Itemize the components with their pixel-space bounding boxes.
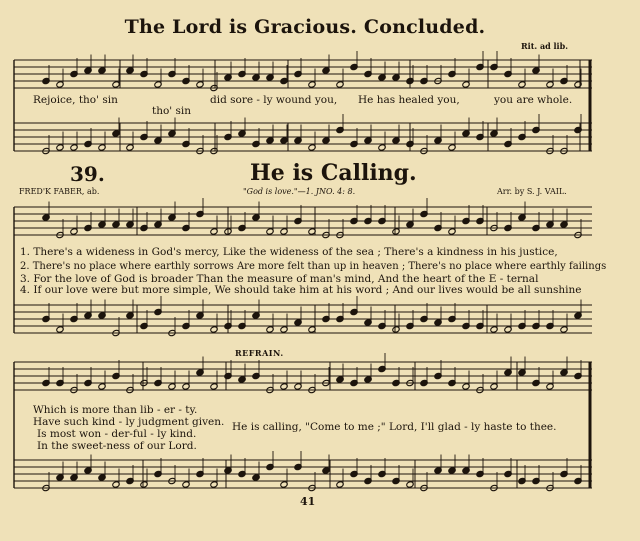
lyric-fragment: He has healed you, [358, 94, 460, 106]
lyric-fragment: you are whole. [494, 94, 573, 106]
lyric-fragment: Rejoice, tho' sin [33, 94, 118, 106]
scripture-reference: "God is love."—1. JNO. 4: 8. [243, 187, 356, 196]
verse-line-3: 3. For the love of God is broader Than the measure of man's mind, And the heart of the E - ternal [20, 273, 539, 285]
ritardando-marking: Rit. ad lib. [521, 41, 568, 51]
ending-line-4: In the sweet-ness of our Lord. [37, 440, 197, 452]
author-credit: FRED'K FABER, ab. [19, 187, 100, 196]
verse-line-1: 1. There's a wideness in God's mercy, Like the wideness of the sea ; There's a kindness in his justice, [20, 246, 558, 258]
ending-line-1: Which is more than lib - er - ty. [33, 404, 198, 416]
refrain-lyric: He is calling, "Come to me ;" Lord, I'll glad - ly haste to thee. [232, 421, 557, 433]
page-title: The Lord is Gracious. Concluded. [124, 16, 486, 38]
page-number: 41 [300, 495, 316, 508]
ending-line-2: Have such kind - ly judgment given. [33, 416, 225, 428]
arranger-credit: Arr. by S. J. VAIL. [497, 187, 567, 196]
verse-line-2: 2. There's no place where earthly sorrows Are more felt than up in heaven ; There's no place where earthly failings [20, 261, 607, 272]
lyric-fragment: tho' sin [152, 105, 192, 117]
hymn-number: 39. [70, 162, 105, 186]
hymn-title: He is Calling. [250, 160, 417, 186]
refrain-label: REFRAIN. [235, 348, 284, 358]
ending-line-3: Is most won - der-ful - ly kind. [37, 428, 197, 440]
verse-line-4: 4. If our love were but more simple, We should take him at his word ; And our lives would be all sunshine [20, 284, 582, 296]
lyric-fragment: did sore - ly wound you, [210, 94, 338, 106]
